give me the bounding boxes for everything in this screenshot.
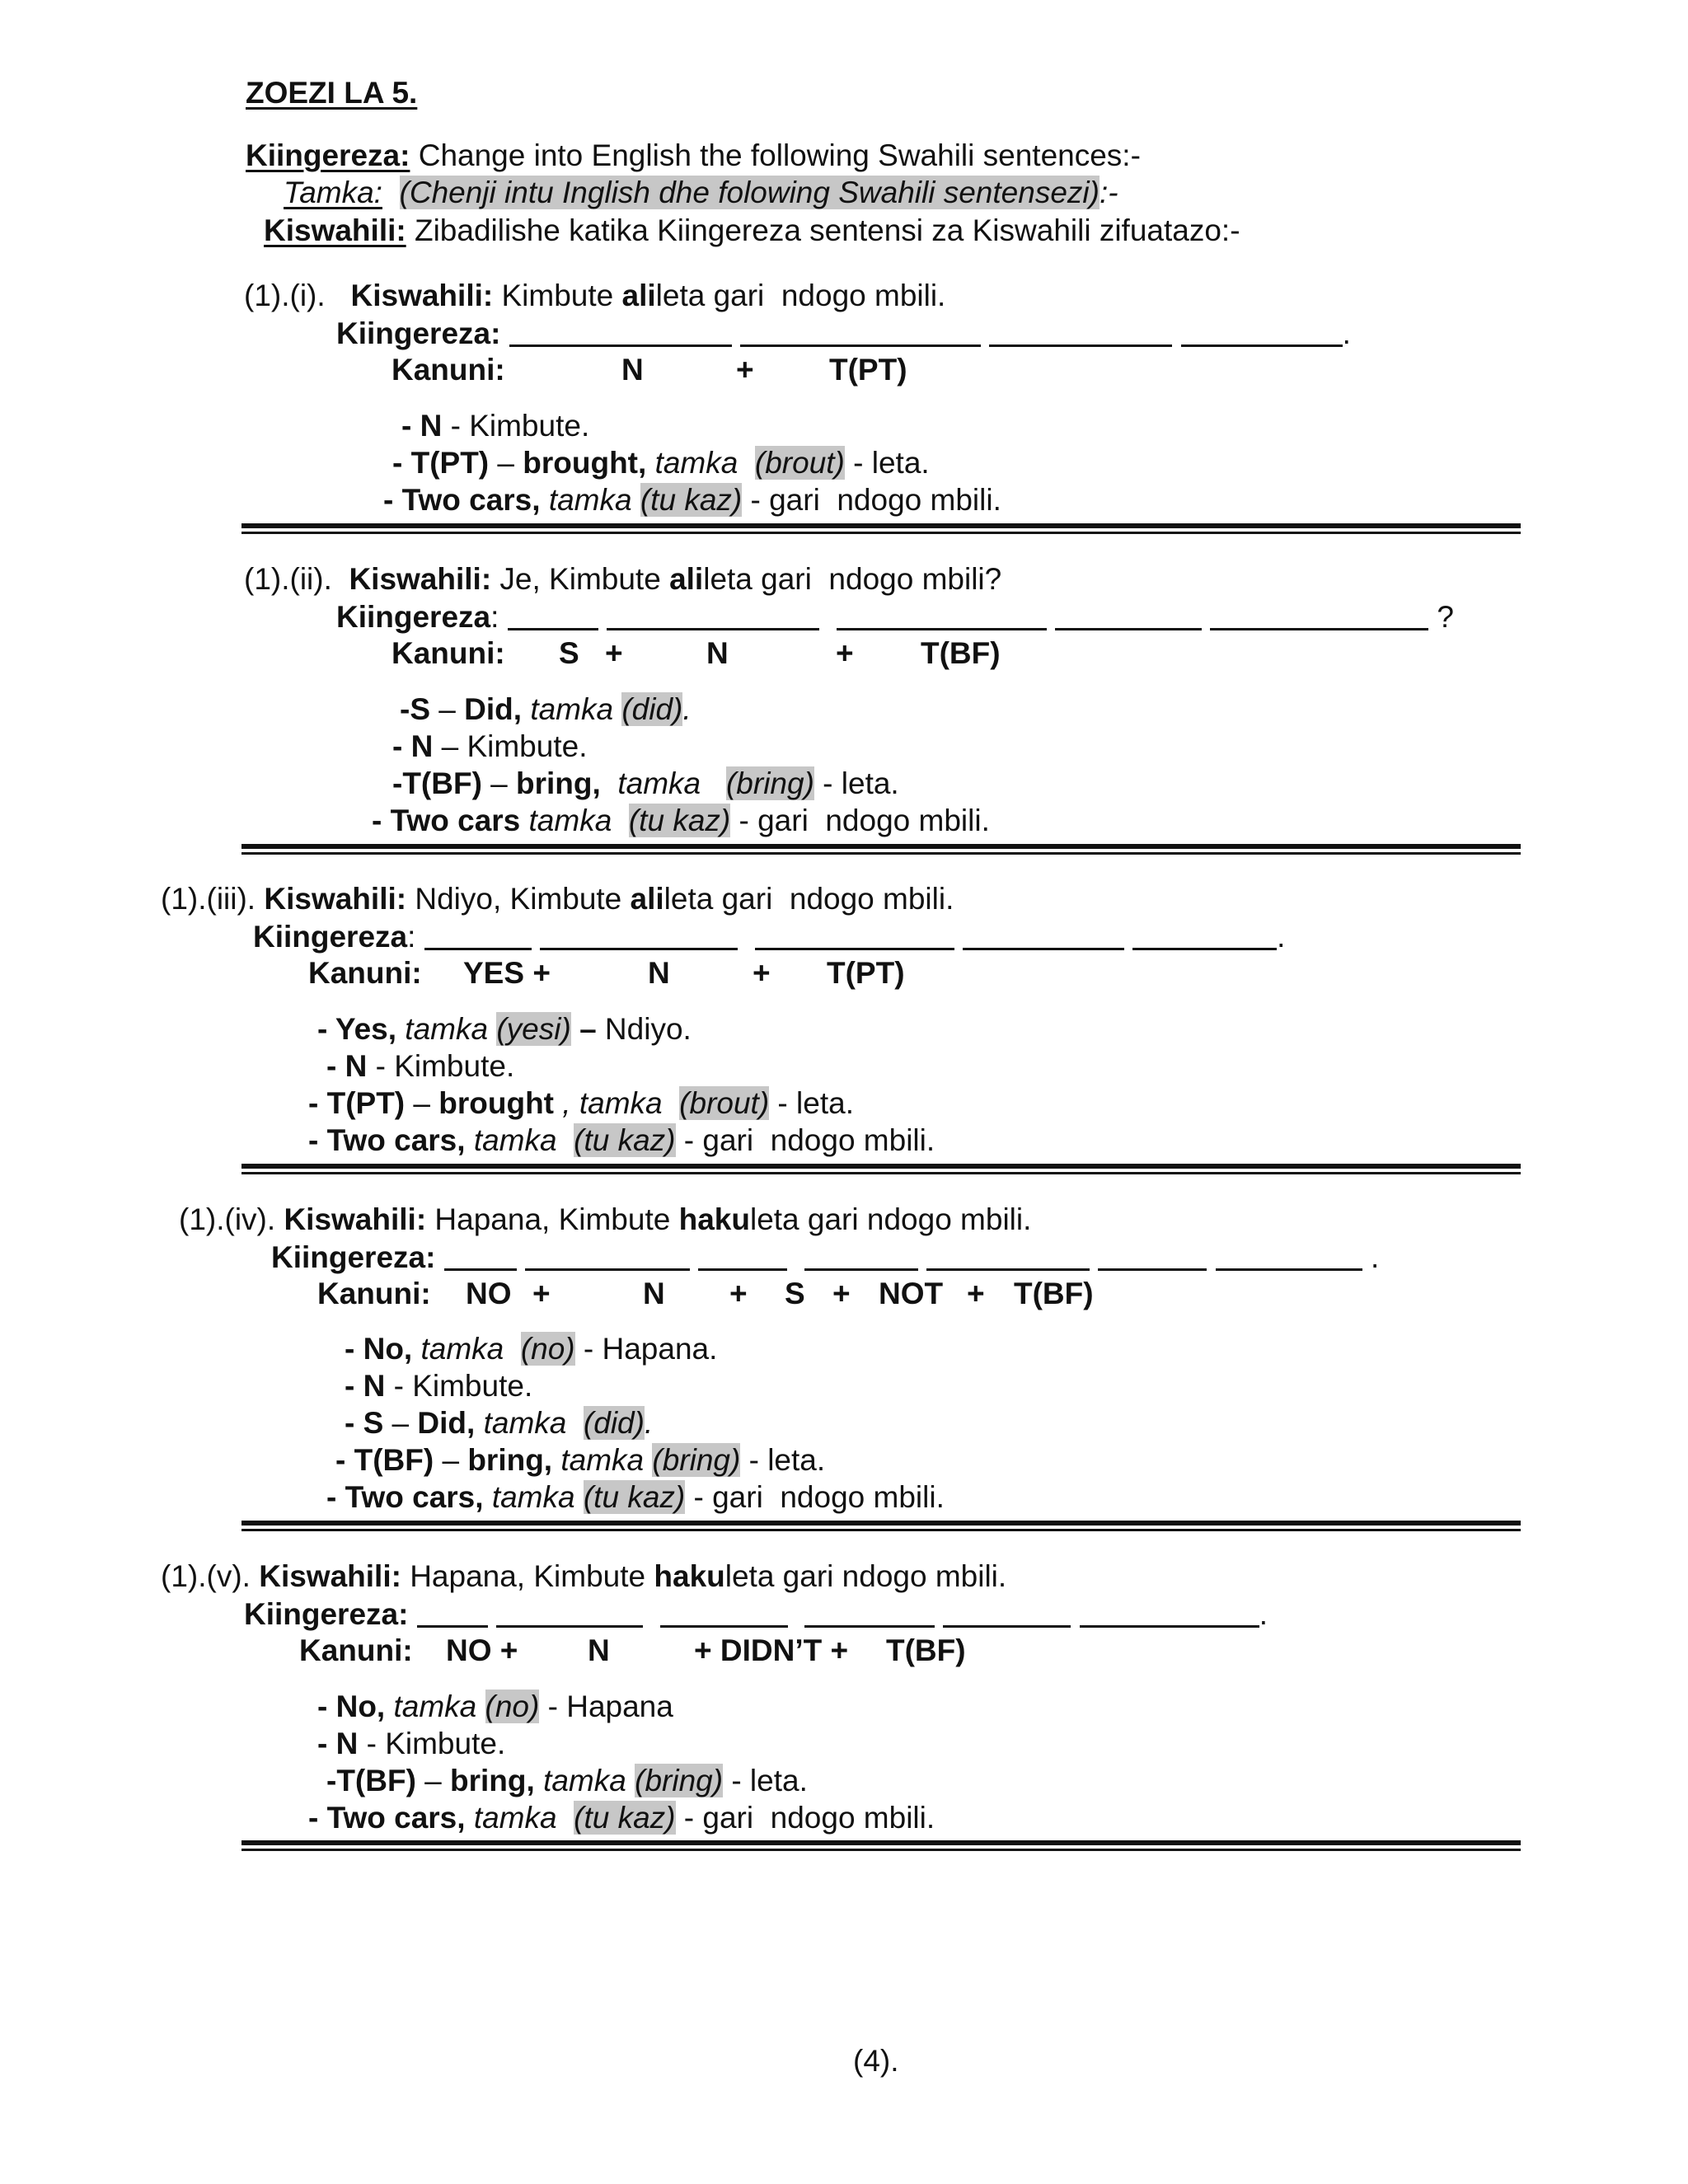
q2-note — [372, 802, 990, 840]
q2-sentence — [244, 560, 1001, 598]
q4-kanuni-token: N — [643, 1277, 665, 1310]
q4-sentence-pre: Hapana, Kimbute — [434, 1202, 679, 1236]
q4-kanuni-token: NOT — [879, 1277, 944, 1310]
q2-note — [400, 691, 692, 729]
q4-note — [326, 1479, 945, 1516]
q4-sentence-post: leta gari ndogo mbili. — [749, 1202, 1032, 1236]
answer-blank[interactable] — [1132, 923, 1277, 950]
q5-answer-end: . — [1259, 1597, 1268, 1631]
q2-kanuni-token: S — [559, 636, 579, 670]
q4-note-end: . — [644, 1406, 654, 1440]
q4-note-meaning: - leta. — [740, 1443, 826, 1477]
q4-note-pronunciation: (bring) — [652, 1443, 741, 1477]
q2-note-word: bring, — [516, 766, 601, 800]
q3-sentence-post: leta gari ndogo mbili. — [663, 882, 954, 916]
q5-note-pronunciation: (bring) — [635, 1764, 724, 1797]
answer-blank[interactable] — [1098, 1244, 1207, 1271]
q4-kanuni-token: + — [967, 1277, 985, 1310]
q3-kiingereza-label: Kiingereza — [253, 920, 408, 954]
q2-note-text: – Kimbute. — [433, 729, 588, 763]
answer-blank[interactable] — [496, 1601, 643, 1628]
answer-blank[interactable] — [509, 320, 732, 347]
page-title: ZOEZI LA 5. — [246, 76, 418, 110]
q4-sentence-bold: haku — [678, 1202, 750, 1236]
q3-note-pronunciation: (brout) — [679, 1086, 770, 1120]
q4-note-tamka: tamka — [491, 1480, 575, 1514]
instruction-tamka — [284, 174, 1118, 212]
q2-sentence-post: leta gari ndogo mbili? — [703, 562, 1002, 596]
q5-note-term: -T(BF) — [326, 1764, 416, 1797]
q4-note-tamka: tamka — [560, 1443, 645, 1477]
q4-note-pronunciation: (no) — [520, 1332, 575, 1366]
q3-note — [308, 1085, 854, 1122]
q5-kanuni-token: + DIDN’T + — [694, 1633, 849, 1667]
q4-kanuni-token: + — [532, 1277, 551, 1310]
q3-note-pronunciation: (tu kaz) — [574, 1123, 676, 1157]
q2-note-pronunciation: (bring) — [725, 766, 814, 800]
answer-blank[interactable] — [755, 923, 954, 950]
q5-note-tamka: tamka — [473, 1801, 557, 1835]
q2-note-word: Did, — [464, 692, 523, 726]
answer-blank[interactable] — [525, 1244, 690, 1271]
q5-note — [326, 1762, 808, 1800]
q3-note-dash: – — [570, 1012, 597, 1046]
q4-kiingereza-label: Kiingereza: — [271, 1240, 436, 1274]
q1-sentence-pre: Kimbute — [501, 279, 622, 312]
q4-kanuni-token: NO — [466, 1277, 512, 1310]
q4-note-term: - No, — [345, 1332, 413, 1366]
q2-answer-end: ? — [1437, 600, 1454, 634]
q5-note-text: - Kimbute. — [358, 1727, 506, 1760]
page-number: (4). — [853, 2044, 899, 2078]
q5-note — [317, 1688, 673, 1726]
q3-note — [308, 1122, 935, 1160]
q4-note-text: - Kimbute. — [385, 1369, 533, 1403]
q1-note-tamka: tamka — [548, 483, 632, 517]
q5-note-meaning: - gari ndogo mbili. — [675, 1801, 935, 1835]
answer-blank[interactable] — [540, 923, 738, 950]
answer-blank[interactable] — [444, 1244, 517, 1271]
instruction-swahili-label: Kiswahili: — [264, 213, 406, 247]
q1-kiingereza-label: Kiingereza: — [336, 316, 501, 350]
q2-note — [392, 728, 587, 766]
section-divider — [241, 523, 1521, 534]
answer-blank[interactable] — [1216, 1244, 1362, 1271]
q1-note-meaning: - gari ndogo mbili. — [742, 483, 1001, 517]
q3-note — [317, 1010, 692, 1048]
q1-note — [401, 407, 589, 445]
q1-note-meaning: - leta. — [844, 446, 930, 480]
q2-kiingereza-label: Kiingereza — [336, 600, 491, 634]
q4-note-tamka: tamka — [420, 1332, 504, 1366]
q3-note — [326, 1047, 514, 1085]
q3-note-meaning: - gari ndogo mbili. — [675, 1123, 935, 1157]
q4-kanuni-token: + — [729, 1277, 748, 1310]
q3-note-term: - T(PT) — [308, 1086, 406, 1120]
answer-blank[interactable] — [1210, 603, 1428, 630]
q3-note-term: - Yes, — [317, 1012, 397, 1046]
q1-sentence-post: leta gari ndogo mbili. — [655, 279, 946, 312]
q4-kanuni-token: T(BF) — [1014, 1277, 1094, 1310]
q3-kiswahili-label: Kiswahili: — [264, 882, 407, 916]
q1-note-text: - Kimbute. — [442, 409, 590, 443]
q3-sentence — [161, 880, 954, 918]
q1-number: (1).(i). — [244, 279, 326, 312]
q2-note-term: -S — [400, 692, 430, 726]
q3-note-term: - N — [326, 1049, 368, 1083]
q2-note-meaning: - leta. — [814, 766, 899, 800]
answer-blank[interactable] — [1080, 1601, 1259, 1628]
q1-note-term: - N — [401, 409, 443, 443]
instruction-english — [246, 137, 1141, 175]
q5-note-meaning: - Hapana — [539, 1690, 673, 1723]
answer-blank[interactable] — [660, 1601, 788, 1628]
instruction-tamka-label: Tamka: — [284, 176, 382, 209]
q4-note — [345, 1330, 717, 1368]
q4-kiswahili-label: Kiswahili: — [284, 1202, 427, 1236]
q4-sentence — [179, 1201, 1031, 1239]
answer-blank[interactable] — [837, 603, 1047, 630]
q4-note-dash: – — [434, 1443, 468, 1477]
q5-note-tamka: tamka — [393, 1690, 477, 1723]
q4-note-meaning: - gari ndogo mbili. — [685, 1480, 945, 1514]
q4-note — [345, 1367, 532, 1405]
q4-note-dash: – — [383, 1406, 418, 1440]
q5-kiingereza-label: Kiingereza: — [244, 1597, 409, 1631]
q4-note-term: - T(BF) — [335, 1443, 434, 1477]
q5-note-term: - No, — [317, 1690, 386, 1723]
q3-kanuni-token: + — [753, 956, 771, 990]
q2-note-end: . — [682, 692, 692, 726]
q1-kanuni-token: N — [621, 353, 644, 387]
q5-kanuni-label: Kanuni: — [299, 1633, 413, 1667]
q3-colon: : — [407, 920, 416, 954]
q2-note-term: -T(BF) — [392, 766, 482, 800]
q4-note-word: Did, — [417, 1406, 476, 1440]
q3-note-meaning: - leta. — [769, 1086, 854, 1120]
q4-answer-line — [271, 1239, 1379, 1277]
q4-note-pronunciation: (tu kaz) — [583, 1480, 686, 1514]
q5-note — [308, 1799, 935, 1837]
q5-sentence-pre: Hapana, Kimbute — [410, 1559, 654, 1593]
q2-kiswahili-label: Kiswahili: — [349, 562, 492, 596]
instruction-tamka-text: (Chenji intu Inglish dhe folowing Swahili sentensezi) — [399, 176, 1100, 209]
q5-note-tamka: tamka — [543, 1764, 626, 1797]
q2-note-meaning: - gari ndogo mbili. — [730, 804, 990, 837]
q4-note-word: bring, — [467, 1443, 553, 1477]
answer-blank[interactable] — [804, 1244, 918, 1271]
q4-kanuni-token: S — [785, 1277, 805, 1310]
q1-sentence-bold: ali — [621, 279, 656, 312]
q2-sentence-pre: Je, Kimbute — [499, 562, 670, 596]
q2-kanuni-token: N — [706, 636, 729, 670]
q3-note-term: - Two cars, — [308, 1123, 466, 1157]
q4-kanuni-label: Kanuni: — [317, 1277, 431, 1310]
q3-kanuni-token: N — [648, 956, 670, 990]
q3-number: (1).(iii). — [161, 882, 256, 916]
q2-note-tamka: tamka — [530, 692, 614, 726]
q5-note — [317, 1725, 505, 1763]
q5-note-dash: – — [415, 1764, 451, 1797]
answer-blank[interactable] — [698, 1244, 787, 1271]
q3-note-text: - Kimbute. — [367, 1049, 515, 1083]
q4-note — [335, 1441, 825, 1479]
q5-kanuni-token: NO + — [446, 1633, 518, 1667]
q5-note-meaning: - leta. — [723, 1764, 808, 1797]
section-divider — [241, 1840, 1521, 1851]
q1-note-term: - Two cars, — [383, 483, 541, 517]
instruction-english-label: Kiingereza: — [246, 138, 410, 172]
q4-note-tamka: tamka — [483, 1406, 567, 1440]
q5-answer-line — [244, 1596, 1268, 1633]
q3-note-tamka: tamka — [473, 1123, 557, 1157]
instruction-swahili — [264, 212, 1240, 250]
q1-kanuni-token: T(PT) — [829, 353, 907, 387]
q1-note-word: brought, — [523, 446, 647, 480]
q2-kanuni-label: Kanuni: — [392, 636, 505, 670]
q3-note-word: brought — [438, 1086, 554, 1120]
q1-note-pronunciation: (tu kaz) — [640, 483, 743, 517]
answer-blank[interactable] — [740, 320, 981, 347]
q5-sentence-bold: haku — [654, 1559, 725, 1593]
q3-note-pronunciation: (yesi) — [496, 1012, 571, 1046]
q3-kanuni-label: Kanuni: — [308, 956, 422, 990]
q2-note-dash: – — [481, 766, 517, 800]
q3-note-tamka: tamka — [405, 1012, 489, 1046]
q1-note-tamka: tamka — [654, 446, 738, 480]
q4-note-term: - N — [345, 1369, 386, 1403]
q2-note-pronunciation: (did) — [621, 692, 683, 726]
q2-note-dash: – — [430, 692, 465, 726]
q2-kanuni-token: + — [605, 636, 623, 670]
q1-answer-line — [336, 315, 1351, 353]
instruction-tamka-end: :- — [1099, 176, 1118, 209]
q5-note-term: - Two cars, — [308, 1801, 466, 1835]
q5-note-pronunciation: (no) — [485, 1690, 540, 1723]
answer-blank[interactable] — [1055, 603, 1202, 630]
q1-sentence — [244, 277, 945, 315]
q1-note-pronunciation: (brout) — [754, 446, 845, 480]
instruction-swahili-text: Zibadilishe katika Kiingereza sentensi za Kiswahili zifuatazo:- — [414, 213, 1240, 247]
answer-blank[interactable] — [508, 603, 598, 630]
q2-note — [392, 765, 899, 803]
q5-kanuni-token: N — [588, 1633, 610, 1667]
q2-note-pronunciation: (tu kaz) — [628, 804, 731, 837]
q3-note-tamka: , tamka — [554, 1086, 663, 1120]
q1-answer-end: . — [1342, 316, 1351, 350]
q1-kiswahili-label: Kiswahili: — [350, 279, 494, 312]
answer-blank[interactable] — [1181, 320, 1343, 347]
section-divider — [241, 1521, 1521, 1531]
q1-kanuni-label: Kanuni: — [392, 353, 505, 387]
section-divider — [241, 1164, 1521, 1174]
q2-kanuni-token: T(BF) — [921, 636, 1001, 670]
q2-note-term: - Two cars — [372, 804, 521, 837]
q5-sentence — [161, 1558, 1006, 1596]
q3-kanuni-token: YES + — [463, 956, 551, 990]
answer-blank[interactable] — [417, 1601, 488, 1628]
q1-note-dash: – — [489, 446, 523, 480]
answer-blank[interactable] — [989, 320, 1172, 347]
q5-sentence-post: leta gari ndogo mbili. — [724, 1559, 1007, 1593]
q4-kanuni-token: + — [832, 1277, 851, 1310]
q2-note-tamka: tamka — [528, 804, 612, 837]
q3-answer-line — [253, 918, 1285, 956]
q2-answer-line — [336, 598, 1454, 636]
q5-kiswahili-label: Kiswahili: — [259, 1559, 401, 1593]
answer-blank[interactable] — [963, 923, 1124, 950]
q5-kanuni-token: T(BF) — [886, 1633, 966, 1667]
section-divider — [241, 844, 1521, 855]
q5-note-word: bring, — [450, 1764, 535, 1797]
q2-colon: : — [490, 600, 499, 634]
q2-sentence-bold: ali — [669, 562, 704, 596]
q2-note-term: - N — [392, 729, 434, 763]
q5-number: (1).(v). — [161, 1559, 251, 1593]
q4-number: (1).(iv). — [179, 1202, 276, 1236]
q2-note-tamka: tamka — [617, 766, 701, 800]
q4-note-meaning: - Hapana. — [574, 1332, 718, 1366]
q3-note-dash: – — [405, 1086, 439, 1120]
q4-answer-end: . — [1370, 1240, 1380, 1274]
answer-blank[interactable] — [607, 603, 819, 630]
q3-answer-end: . — [1277, 920, 1286, 954]
q5-note-pronunciation: (tu kaz) — [574, 1801, 676, 1835]
instruction-english-text: Change into English the following Swahili sentences:- — [418, 138, 1141, 172]
q3-kanuni-token: T(PT) — [827, 956, 905, 990]
q2-kanuni-token: + — [836, 636, 854, 670]
q1-note — [383, 481, 1001, 519]
answer-blank[interactable] — [804, 1601, 935, 1628]
q4-note — [345, 1404, 653, 1442]
q4-note-term: - Two cars, — [326, 1480, 484, 1514]
q3-note-meaning: Ndiyo. — [596, 1012, 692, 1046]
q4-note-term: - S — [345, 1406, 384, 1440]
q1-kanuni-token: + — [736, 353, 754, 387]
q1-note — [392, 444, 930, 482]
answer-blank[interactable] — [926, 1244, 1090, 1271]
q1-note-term: - T(PT) — [392, 446, 490, 480]
q3-sentence-pre: Ndiyo, Kimbute — [415, 882, 631, 916]
q5-note-term: - N — [317, 1727, 359, 1760]
q3-sentence-bold: ali — [630, 882, 664, 916]
q4-note-pronunciation: (did) — [583, 1406, 645, 1440]
answer-blank[interactable] — [943, 1601, 1071, 1628]
q2-number: (1).(ii). — [244, 562, 332, 596]
answer-blank[interactable] — [424, 923, 532, 950]
